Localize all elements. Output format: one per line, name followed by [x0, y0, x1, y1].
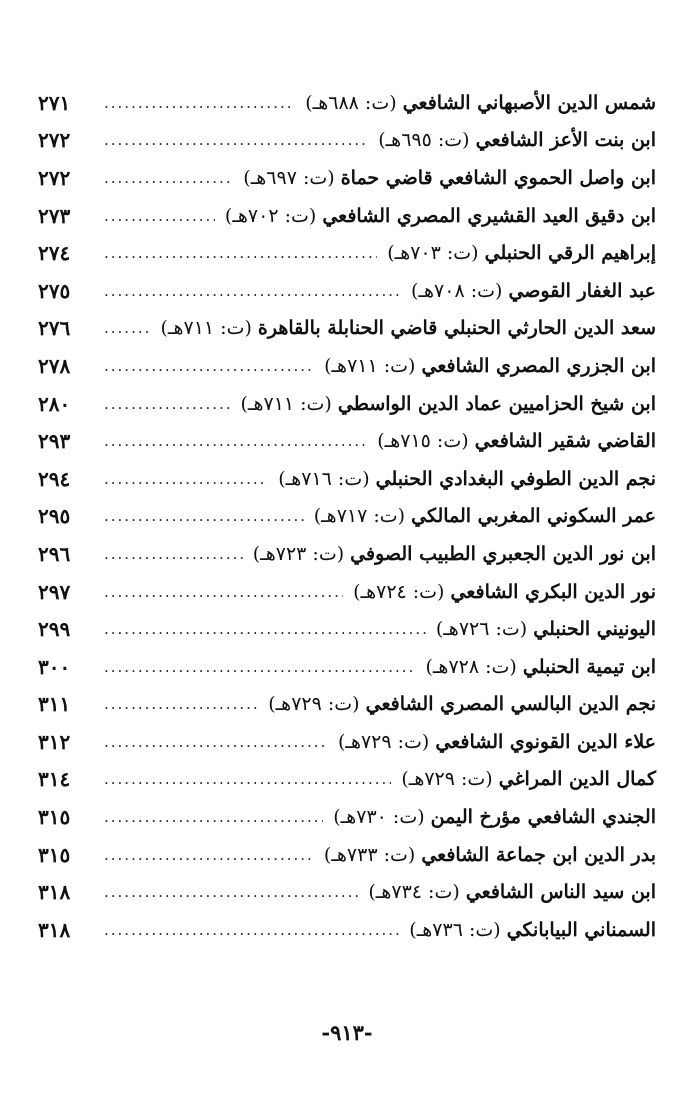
- toc-page-number: ٢٧٣: [38, 203, 71, 228]
- dot-leader: [104, 507, 304, 525]
- toc-entry: [38, 197, 656, 235]
- dot-leader: [104, 169, 233, 187]
- death-date: (ت: ٧٣٠هـ): [333, 806, 425, 829]
- scholar-name: سعد الدين الحارثي الحنبلي قاضي الحنابلة بالقاهرة: [257, 317, 656, 340]
- dot-leader: [104, 733, 328, 751]
- scholar-name: اليونيني الحنبلي: [533, 618, 656, 641]
- toc-entry-text: [161, 317, 657, 339]
- death-date: (ت: ٧٢٩هـ): [268, 693, 360, 716]
- toc-page-number: ٣١٨: [38, 880, 71, 905]
- toc-entry: [38, 498, 656, 536]
- death-date: (ت: ٧٣٣هـ): [323, 843, 416, 866]
- toc-entry-text: [305, 92, 656, 114]
- toc-entry: [38, 610, 656, 648]
- death-date: (ت: ٧٢٤هـ): [353, 580, 445, 603]
- death-date: (ت: ٦٨٨هـ): [305, 91, 397, 114]
- death-date: (ت: ٧١٧هـ): [313, 505, 406, 528]
- toc-entry: [38, 723, 656, 761]
- toc-page-number: ٢٩٣: [38, 429, 71, 454]
- death-date: (ت: ٧٣٦هـ): [409, 918, 501, 941]
- dot-leader: [104, 658, 415, 676]
- toc-page-number: ٣١٢: [38, 729, 71, 754]
- dot-leader: [104, 131, 368, 149]
- toc-entry: [38, 460, 656, 498]
- death-date: (ت: ٧٢٨هـ): [425, 655, 517, 678]
- dot-leader: [104, 319, 151, 337]
- toc-entry: [38, 234, 656, 272]
- toc-page-number: ٣١٥: [38, 805, 71, 830]
- toc-entry: [38, 347, 656, 385]
- toc-page-number: ٢٧٢: [38, 165, 71, 190]
- dot-leader: [104, 883, 358, 901]
- toc-entry-text: [253, 543, 656, 565]
- scholar-name: ابن سيد الناس الشافعي: [465, 881, 656, 904]
- death-date: (ت: ٧١١هـ): [240, 392, 332, 415]
- dot-leader: [104, 395, 230, 413]
- toc-page-number: ٢٧٢: [38, 128, 71, 153]
- toc-entry: [38, 422, 656, 460]
- toc-entry-text: [268, 693, 656, 715]
- scholar-name: القاضي شقير الشافعي: [474, 430, 656, 453]
- toc-page-number: ٢٧١: [38, 90, 71, 115]
- toc-entry: [38, 310, 656, 348]
- scholar-name: نجم الدين الطوفي البغدادي الحنبلي: [375, 467, 656, 490]
- toc-page-number: ٢٩٧: [38, 579, 71, 604]
- toc-page-number: ٢٧٨: [38, 353, 71, 378]
- scholar-name: ابن دقيق العيد القشيري المصري الشافعي: [322, 204, 656, 227]
- toc-page-number: ٢٩٤: [38, 466, 71, 491]
- scholar-name: إبراهيم الرقي الحنبلي: [484, 242, 656, 265]
- toc-entry: [38, 648, 656, 686]
- toc-entry: [38, 385, 656, 423]
- scholar-name: ابن نور الدين الجعبري الطبيب الصوفي: [350, 542, 656, 565]
- dot-leader: [104, 470, 268, 488]
- toc-entry-text: [387, 242, 656, 264]
- death-date: (ت: ٧١١هـ): [324, 354, 416, 377]
- dot-leader: [104, 583, 343, 601]
- toc-entry: [38, 535, 656, 573]
- toc-entry-text: [353, 581, 656, 603]
- toc-entry: [38, 122, 656, 160]
- toc-entry: [38, 84, 656, 122]
- death-date: (ت: ٦٩٧هـ): [243, 166, 335, 189]
- scholar-name: عبد الغفار القوصي: [508, 279, 656, 302]
- toc-entry-text: [338, 731, 656, 753]
- dot-leader: [104, 244, 377, 262]
- death-date: (ت: ٧١١هـ): [160, 317, 252, 340]
- dot-leader: [104, 94, 295, 112]
- toc-page-number: ٢٨٠: [38, 391, 71, 416]
- toc-entry-text: [409, 919, 656, 941]
- scholar-name: كمال الدين المراغي: [498, 768, 656, 791]
- toc-entry-text: [377, 430, 656, 452]
- toc-page-number: ٢٩٥: [38, 504, 71, 529]
- toc-entry-text: [425, 656, 656, 678]
- toc-entry: [38, 159, 656, 197]
- death-date: (ت: ٧٠٨هـ): [411, 279, 503, 302]
- toc-entry-text: [324, 355, 656, 377]
- dot-leader: [104, 357, 314, 375]
- toc-page-number: ٣١٥: [38, 842, 71, 867]
- toc-entry-text: [378, 129, 656, 151]
- toc-entry: [38, 761, 656, 799]
- dot-leader: [104, 545, 243, 563]
- death-date: (ت: ٦٩٥هـ): [378, 129, 470, 152]
- scholar-name: ابن تيمية الحنبلي: [522, 655, 656, 678]
- toc-entry: [38, 686, 656, 724]
- toc-entry-text: [314, 505, 656, 527]
- toc-page-number: ٣١٨: [38, 917, 71, 942]
- toc-page-number: ٣١٤: [38, 767, 71, 792]
- toc-entry-text: [278, 468, 656, 490]
- toc-entry-text: [401, 768, 656, 790]
- page-number-footer: -٩١٣-: [321, 1020, 373, 1045]
- scholar-name: نور الدين البكري الشافعي: [450, 580, 656, 603]
- death-date: (ت: ٧٠٢هـ): [224, 204, 317, 227]
- dot-leader: [104, 846, 314, 864]
- toc-page-number: ٢٩٩: [38, 617, 71, 642]
- toc-entry-text: [324, 844, 656, 866]
- scholar-name: عمر السكوني المغربي المالكي: [411, 505, 656, 528]
- dot-leader: [104, 207, 215, 225]
- scholar-name: شمس الدين الأصبهاني الشافعي: [402, 91, 656, 114]
- toc-page-number: ٢٩٦: [38, 541, 71, 566]
- scholar-name: ابن واصل الحموي الشافعي قاضي حماة: [340, 166, 656, 189]
- toc-entry: [38, 911, 656, 949]
- toc-entry: [38, 272, 656, 310]
- toc-entry-text: [368, 881, 656, 903]
- dot-leader: [104, 620, 426, 638]
- scholar-name: الجندي الشافعي مؤرخ اليمن: [430, 806, 656, 829]
- toc-entry-text: [333, 806, 656, 828]
- dot-leader: [104, 282, 401, 300]
- toc-page-number: ٢٧٥: [38, 278, 71, 303]
- dot-leader: [104, 770, 391, 788]
- toc-entry-text: [411, 280, 656, 302]
- dot-leader: [104, 432, 367, 450]
- death-date: (ت: ٧٢٩هـ): [337, 730, 430, 753]
- toc-entry: [38, 873, 656, 911]
- toc-page-number: ٢٧٦: [38, 316, 71, 341]
- scholar-name: علاء الدين القونوي الشافعي: [435, 730, 656, 753]
- toc-page-number: ٢٧٤: [38, 241, 71, 266]
- toc-entry: [38, 798, 656, 836]
- toc-entry-text: [436, 618, 656, 640]
- toc-page-number: ٣١١: [38, 692, 71, 717]
- scholar-name: السمناني البيابانكي: [506, 918, 656, 941]
- death-date: (ت: ٧١٦هـ): [278, 467, 370, 490]
- death-date: (ت: ٧١٥هـ): [377, 430, 469, 453]
- dot-leader: [104, 921, 399, 939]
- toc-entry-text: [225, 205, 656, 227]
- dot-leader: [104, 808, 323, 826]
- toc-page-number: ٣٠٠: [38, 654, 71, 679]
- scholar-name: ابن شيخ الحزاميين عماد الدين الواسطي: [337, 392, 656, 415]
- death-date: (ت: ٧٢٣هـ): [252, 542, 345, 565]
- dot-leader: [104, 695, 258, 713]
- scholar-name: نجم الدين البالسي المصري الشافعي: [365, 693, 656, 716]
- toc-entry: [38, 836, 656, 874]
- toc-entry: [38, 573, 656, 611]
- toc-entry-text: [240, 393, 656, 415]
- scholar-name: بدر الدين ابن جماعة الشافعي: [421, 843, 656, 866]
- death-date: (ت: ٧٠٣هـ): [387, 242, 479, 265]
- death-date: (ت: ٧٢٦هـ): [435, 618, 528, 641]
- scholar-name: ابن بنت الأعز الشافعي: [475, 129, 656, 152]
- table-of-contents: [38, 84, 656, 949]
- toc-entry-text: [243, 167, 656, 189]
- scholar-name: ابن الجزري المصري الشافعي: [421, 354, 656, 377]
- death-date: (ت: ٧٣٤هـ): [368, 881, 460, 904]
- death-date: (ت: ٧٢٩هـ): [401, 768, 493, 791]
